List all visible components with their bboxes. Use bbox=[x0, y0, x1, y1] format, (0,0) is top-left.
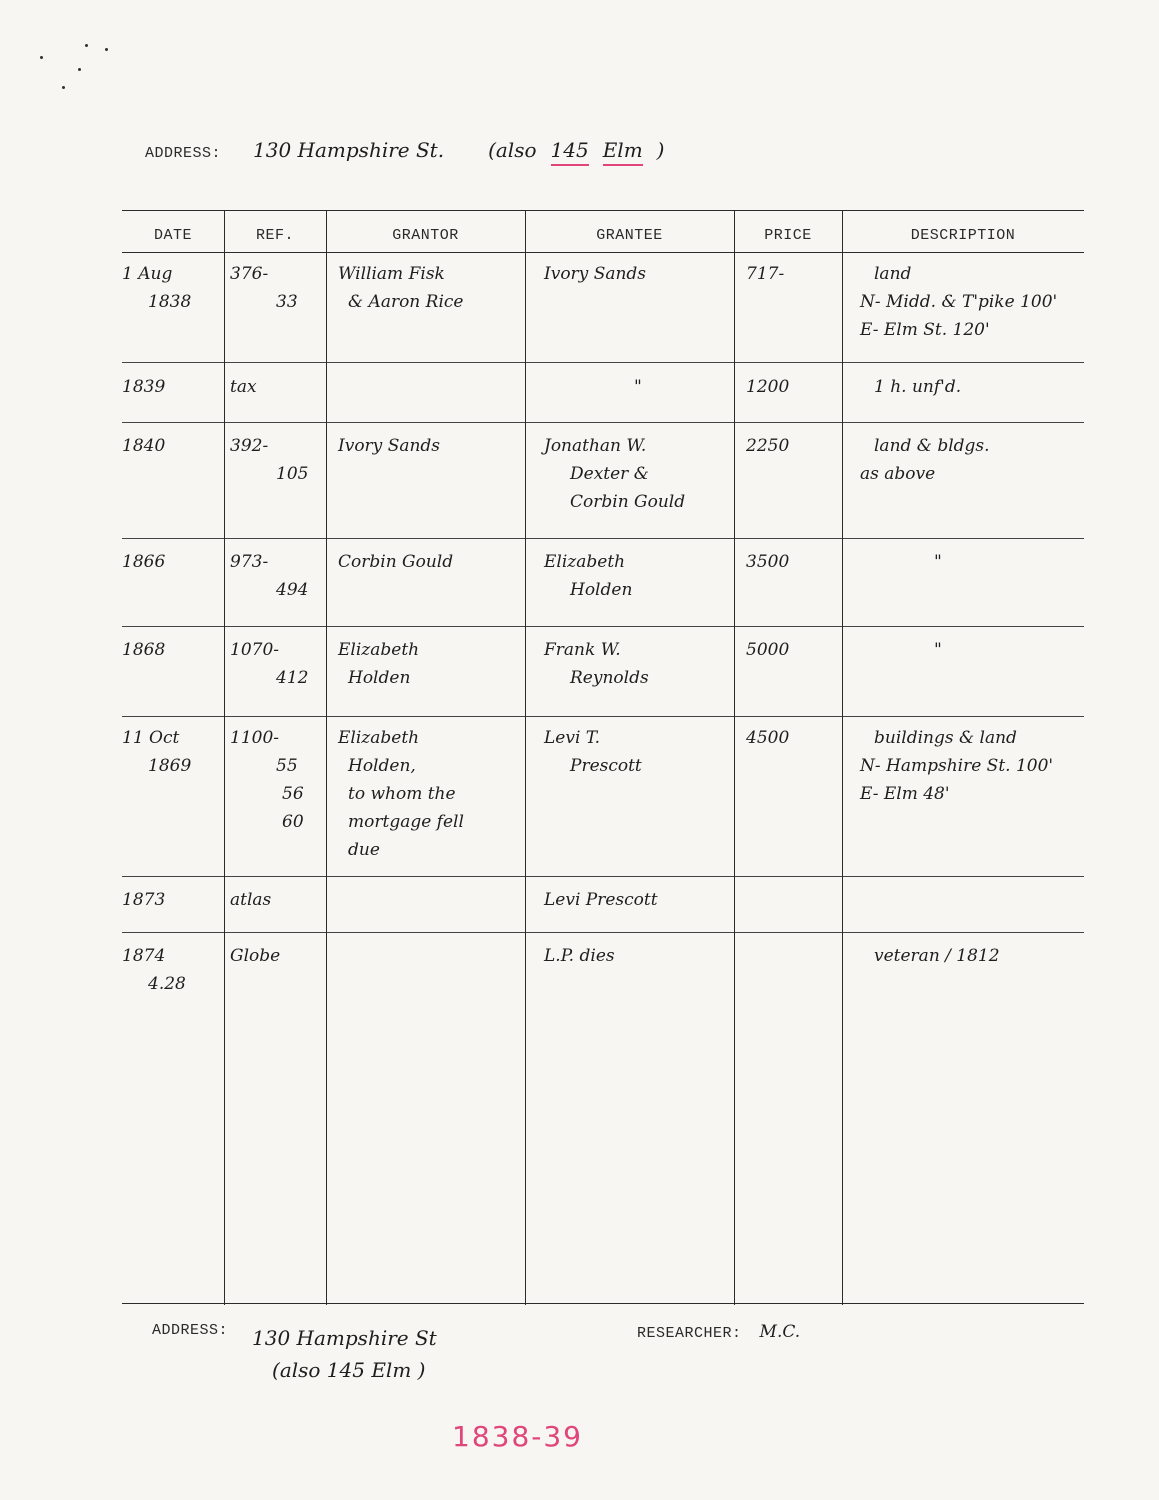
cell-grantor-line: Holden bbox=[348, 668, 411, 689]
rule-row bbox=[122, 932, 1084, 933]
cell-ref-line: 56 bbox=[282, 784, 304, 805]
address-footer bbox=[152, 1322, 437, 1386]
cell-description bbox=[854, 373, 1082, 401]
cell-grantor bbox=[338, 260, 524, 316]
ink-speck bbox=[105, 48, 108, 51]
cell-ref-line: 973- bbox=[230, 552, 269, 572]
cell-ref bbox=[230, 373, 324, 401]
cell-description-line: N- Hampshire St. 100' bbox=[860, 756, 1054, 777]
cell-grantor-line: Ivory Sands bbox=[338, 436, 441, 456]
col-header-date: DATE bbox=[153, 227, 192, 244]
cell-date-line: 1874 bbox=[122, 946, 166, 966]
address-aka-number: 145 bbox=[551, 138, 589, 166]
cell-ref-line: 1100- bbox=[230, 728, 280, 748]
cell-ref-line: 494 bbox=[276, 580, 309, 601]
cell-grantee bbox=[544, 548, 732, 604]
cell-date-line: 11 Oct bbox=[122, 728, 180, 748]
cell-grantor-line: Elizabeth bbox=[338, 640, 420, 660]
ink-speck bbox=[40, 56, 43, 59]
footer-address-label: ADDRESS: bbox=[152, 1322, 229, 1339]
cell-description-line: land & bldgs. bbox=[874, 436, 990, 456]
cell-price-line: 3500 bbox=[746, 552, 790, 572]
col-header-grantee: GRANTEE bbox=[596, 227, 663, 244]
cell-ref-line: 412 bbox=[276, 668, 309, 689]
footer-address-line2: (also 145 Elm ) bbox=[272, 1358, 426, 1382]
col-header-price: PRICE bbox=[764, 227, 812, 244]
cell-description bbox=[854, 942, 1082, 970]
cell-grantee bbox=[544, 942, 732, 970]
cell-ref-line: 392- bbox=[230, 436, 269, 456]
cell-description-line: E- Elm 48' bbox=[860, 784, 950, 805]
col-divider bbox=[842, 210, 843, 1305]
cell-grantee-line: Levi T. bbox=[544, 728, 601, 748]
rule-row bbox=[122, 362, 1084, 363]
cell-grantee bbox=[544, 373, 732, 401]
col-header-ref: REF. bbox=[255, 227, 294, 244]
deed-ledger-table bbox=[122, 210, 1084, 1305]
col-divider bbox=[525, 210, 526, 1305]
cell-grantor bbox=[338, 636, 524, 692]
cell-ref-line: Globe bbox=[230, 946, 281, 966]
ink-speck bbox=[62, 86, 65, 89]
address-aka-street: Elm bbox=[603, 138, 643, 166]
cell-grantee-line: Ivory Sands bbox=[544, 264, 647, 284]
cell-grantee bbox=[544, 724, 732, 780]
cell-date-line: 1873 bbox=[122, 890, 166, 910]
cell-ref bbox=[230, 636, 324, 692]
cell-price-line: 5000 bbox=[746, 640, 790, 660]
cell-ref bbox=[230, 260, 324, 316]
cell-description bbox=[854, 260, 1082, 344]
cell-date-line: 1 Aug bbox=[122, 264, 173, 284]
cell-ref bbox=[230, 432, 324, 488]
cell-price bbox=[746, 260, 840, 288]
cell-ref-line: 55 bbox=[276, 756, 298, 777]
cell-grantee-line: Prescott bbox=[570, 756, 642, 777]
cell-grantee bbox=[544, 886, 732, 914]
cell-grantee-line: Reynolds bbox=[570, 668, 649, 689]
cell-grantor-line: mortgage fell bbox=[348, 812, 464, 833]
cell-date bbox=[122, 942, 222, 998]
cell-date-line: 1840 bbox=[122, 436, 166, 456]
researcher-label: RESEARCHER: bbox=[637, 1325, 742, 1342]
rule-row bbox=[122, 716, 1084, 717]
cell-date-line: 1839 bbox=[122, 377, 166, 397]
cell-date bbox=[122, 373, 222, 401]
cell-price bbox=[746, 373, 840, 401]
cell-grantee-line: Jonathan W. bbox=[544, 436, 647, 456]
rule-row bbox=[122, 876, 1084, 877]
address-aka-close: ) bbox=[656, 138, 665, 162]
cell-grantee bbox=[544, 636, 732, 692]
cell-ref bbox=[230, 724, 324, 836]
cell-date bbox=[122, 548, 222, 576]
margin-specks bbox=[30, 40, 120, 100]
cell-grantor-line: Corbin Gould bbox=[338, 552, 454, 572]
cell-date-line: 4.28 bbox=[148, 974, 186, 995]
rule-top bbox=[122, 210, 1084, 211]
cell-ref-line: 60 bbox=[282, 812, 304, 833]
cell-price-line: 1200 bbox=[746, 377, 790, 397]
rule-row bbox=[122, 422, 1084, 423]
cell-grantee-line: Elizabeth bbox=[544, 552, 626, 572]
cell-price-line: 2250 bbox=[746, 436, 790, 456]
cell-grantor bbox=[338, 548, 524, 576]
cell-price-line: 4500 bbox=[746, 728, 790, 748]
cell-description-line: veteran / 1812 bbox=[874, 946, 1000, 966]
cell-description-line: land bbox=[874, 264, 912, 284]
ink-speck bbox=[78, 68, 81, 71]
cell-grantor-line: Holden, bbox=[348, 756, 416, 777]
cell-price bbox=[746, 548, 840, 576]
researcher-value: M.C. bbox=[759, 1322, 801, 1342]
cell-description bbox=[854, 636, 1082, 664]
cell-grantee-line: Holden bbox=[570, 580, 633, 601]
col-divider bbox=[326, 210, 327, 1305]
cell-price-line: 717- bbox=[746, 264, 785, 284]
address-aka-open: (also bbox=[488, 138, 537, 162]
cell-grantee-line: L.P. dies bbox=[544, 946, 615, 966]
cell-date-line: 1869 bbox=[148, 756, 192, 777]
cell-date bbox=[122, 432, 222, 460]
rule-header bbox=[122, 252, 1084, 253]
cell-description-line: E- Elm St. 120' bbox=[860, 320, 990, 341]
cell-ref bbox=[230, 548, 324, 604]
cell-grantee-line: Levi Prescott bbox=[544, 890, 658, 910]
cell-grantor-line: due bbox=[348, 840, 380, 861]
rule-bottom bbox=[122, 1303, 1084, 1304]
cell-date-line: 1868 bbox=[122, 640, 166, 660]
cell-price bbox=[746, 636, 840, 664]
cell-ref-line: 376- bbox=[230, 264, 269, 284]
cell-grantor-line: & Aaron Rice bbox=[348, 292, 464, 313]
cell-description bbox=[854, 432, 1082, 488]
cell-ref bbox=[230, 942, 324, 970]
cell-grantee-line: Frank W. bbox=[544, 640, 621, 660]
cell-description bbox=[854, 548, 1082, 576]
cell-date-line: 1866 bbox=[122, 552, 166, 572]
cell-description-line: 1 h. unf'd. bbox=[874, 377, 962, 397]
cell-grantor-line: Elizabeth bbox=[338, 728, 420, 748]
cell-grantee bbox=[544, 260, 732, 288]
col-header-grantor: GRANTOR bbox=[392, 227, 459, 244]
ink-speck bbox=[85, 44, 88, 47]
cell-date bbox=[122, 724, 222, 780]
cell-ref-line: tax bbox=[230, 377, 257, 397]
col-divider bbox=[224, 210, 225, 1305]
cell-grantee-line: Dexter & bbox=[570, 464, 649, 485]
cell-date bbox=[122, 636, 222, 664]
cell-date-line: 1838 bbox=[148, 292, 192, 313]
col-divider bbox=[734, 210, 735, 1305]
cell-grantee bbox=[544, 432, 732, 516]
col-header-description: DESCRIPTION bbox=[910, 227, 1016, 244]
cell-grantor bbox=[338, 724, 524, 864]
rule-row bbox=[122, 538, 1084, 539]
footer-address-line1: 130 Hampshire St bbox=[252, 1326, 437, 1350]
cell-grantor-line: to whom the bbox=[348, 784, 456, 805]
address-main: 130 Hampshire St. bbox=[253, 138, 445, 162]
cell-ref bbox=[230, 886, 324, 914]
date-range-stamp: 1838-39 bbox=[452, 1420, 583, 1453]
cell-date bbox=[122, 260, 222, 316]
cell-description-line: as above bbox=[860, 464, 936, 485]
cell-grantor bbox=[338, 432, 524, 460]
cell-ref-line: 33 bbox=[276, 292, 298, 313]
cell-description-line: " bbox=[934, 640, 942, 660]
address-label: ADDRESS: bbox=[145, 145, 222, 162]
cell-grantee-line: Corbin Gould bbox=[570, 492, 686, 513]
cell-ref-line: 105 bbox=[276, 464, 309, 485]
address-header bbox=[145, 138, 664, 166]
cell-ref-line: atlas bbox=[230, 890, 272, 910]
rule-row bbox=[122, 626, 1084, 627]
cell-description-line: N- Midd. & T'pike 100' bbox=[860, 292, 1058, 313]
cell-ref-line: 1070- bbox=[230, 640, 280, 660]
cell-description bbox=[854, 724, 1082, 808]
cell-date bbox=[122, 886, 222, 914]
cell-description-line: buildings & land bbox=[874, 728, 1017, 748]
cell-description-line: " bbox=[934, 552, 942, 572]
cell-price bbox=[746, 724, 840, 752]
cell-grantor-line: William Fisk bbox=[338, 264, 445, 284]
cell-price bbox=[746, 432, 840, 460]
cell-grantee-line: " bbox=[634, 377, 642, 397]
researcher-block bbox=[637, 1322, 800, 1342]
